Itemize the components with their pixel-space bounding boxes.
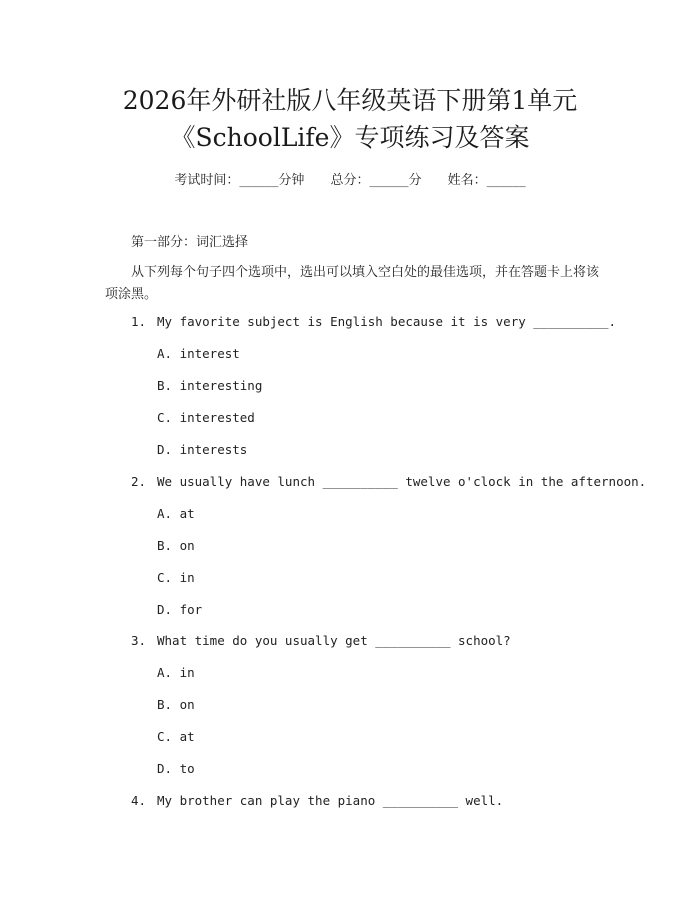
question-number: 3. xyxy=(131,633,147,648)
question-3 xyxy=(131,633,511,648)
option-3a: A. in xyxy=(157,665,195,680)
option-2b: B. on xyxy=(157,538,195,553)
option-2d: D. for xyxy=(157,602,203,617)
option-1b: B. interesting xyxy=(157,378,263,393)
question-text: What time do you usually get __________ school? xyxy=(157,633,511,648)
question-number: 4. xyxy=(131,793,147,808)
option-3d: D. to xyxy=(157,761,195,776)
question-number: 1. xyxy=(131,314,147,329)
student-name-label: 姓名：______ xyxy=(447,173,526,188)
option-2c: C. in xyxy=(157,570,195,585)
option-3c: C. at xyxy=(157,729,195,744)
question-text: My brother can play the piano __________ well. xyxy=(157,793,504,808)
question-1 xyxy=(131,314,616,329)
exam-time-label: 考试时间：______分钟 xyxy=(174,173,305,188)
page-title-line-2: 《SchoolLife》专项练习及答案 xyxy=(170,123,530,152)
question-2 xyxy=(131,474,646,489)
question-text: We usually have lunch __________ twelve o'clock in the afternoon. xyxy=(157,474,647,489)
option-2a: A. at xyxy=(157,506,195,521)
question-4 xyxy=(131,793,503,808)
question-number: 2. xyxy=(131,474,147,489)
option-3b: B. on xyxy=(157,697,195,712)
question-text: My favorite subject is English because it is very __________. xyxy=(157,314,617,329)
option-1d: D. interests xyxy=(157,442,248,457)
option-1c: C. interested xyxy=(157,410,255,425)
section-instruction: 从下列每个句子四个选项中，选出可以填入空白处的最佳选项，并在答题卡上将该项涂黑。 xyxy=(105,265,600,302)
option-1a: A. interest xyxy=(157,346,240,361)
page-title-line-1: 2026年外研社版八年级英语下册第1单元 xyxy=(122,86,578,115)
section-heading: 第一部分：词汇选择 xyxy=(131,235,249,250)
exam-meta xyxy=(0,169,700,188)
total-score-label: 总分：______分 xyxy=(330,173,422,188)
